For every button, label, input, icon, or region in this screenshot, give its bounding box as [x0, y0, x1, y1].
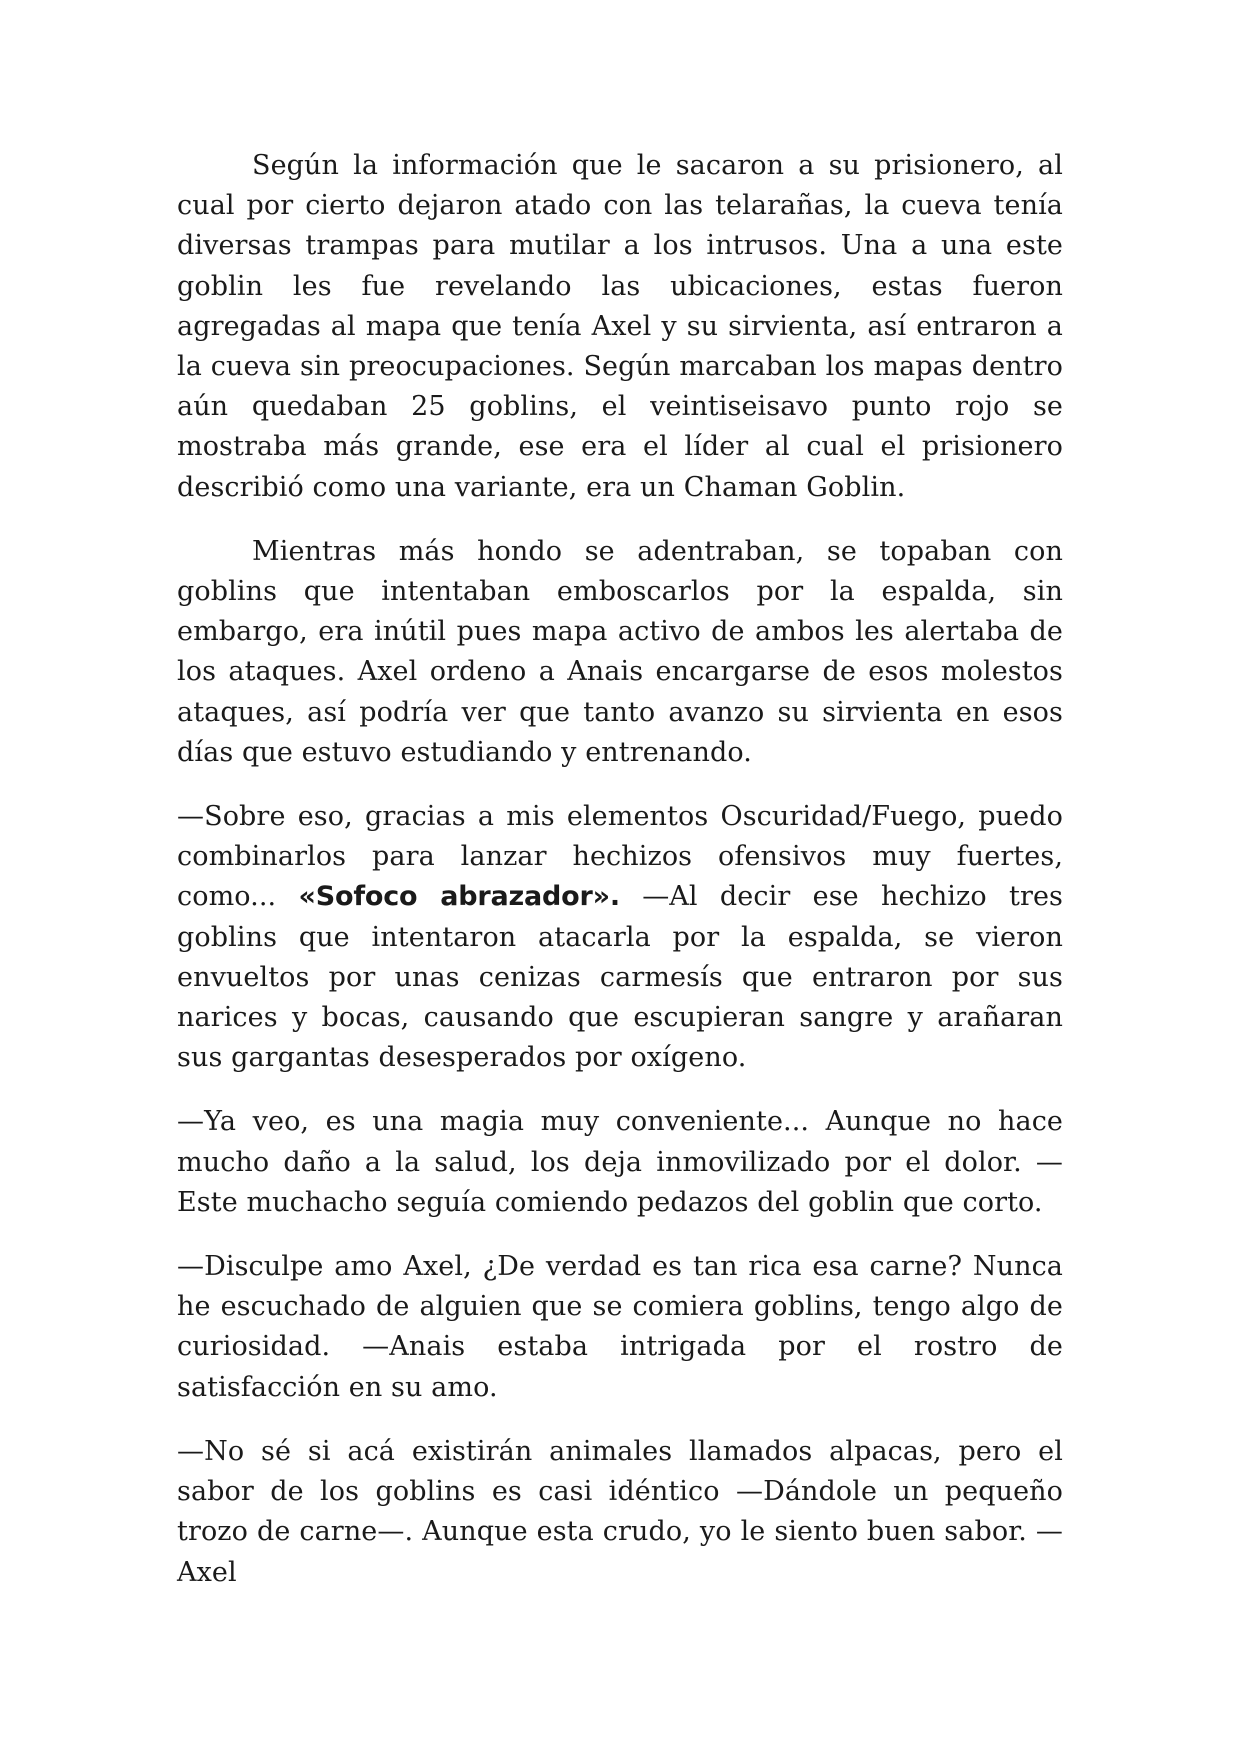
paragraph-3 — [177, 797, 1063, 1078]
paragraph-6: —No sé si acá existirán animales llamados alpacas, pero el sabor de los goblins es casi idéntico —Dándole un pequeño trozo de carne—. Aunque esta crudo, yo le siento buen sabor. —Axel — [177, 1435, 1063, 1588]
paragraph-3-before: —Sobre eso, gracias a mis elementos Oscuridad/Fuego, puedo combinarlos para lanzar hechizos ofensivos muy fuertes, como... — [177, 801, 1063, 913]
paragraph-5: —Disculpe amo Axel, ¿De verdad es tan rica esa carne? Nunca he escuchado de alguien que se comiera goblins, tengo algo de curiosidad. —Anais estaba intrigada por el rostro de satisfacción en su amo. — [177, 1251, 1063, 1403]
paragraph-3-after: —Al decir ese hechizo tres goblins que intentaron atacarla por la espalda, se vieron envueltos por unas cenizas carmesís que entraron por sus narices y bocas, causando que escupieran sangre y arañaran sus gargantas desesperados por oxígeno. — [177, 881, 1064, 1074]
paragraph-4: —Ya veo, es una magia muy conveniente... Aunque no hace mucho daño a la salud, los deja inmovilizado por el dolor. —Este muchacho seguía comiendo pedazos del goblin que corto. — [177, 1106, 1063, 1218]
spell-name: «Sofoco abrazador». — [298, 881, 620, 913]
paragraph-2: Mientras más hondo se adentraban, se topaban con goblins que intentaban emboscarlos por la espalda, sin embargo, era inútil pues mapa activo de ambos les alertaba de los ataques. Axel ordeno a Anais encargarse de esos molestos ataques, así podría ver que tanto avanzo su sirvienta en esos días que estuvo estudiando y entrenando. — [177, 535, 1063, 768]
paragraph-1: Según la información que le sacaron a su prisionero, al cual por cierto dejaron atado con las telarañas, la cueva tenía diversas trampas para mutilar a los intrusos. Una a una este goblin les fue revelando las ubicaciones, estas fueron agregadas al mapa que tenía Axel y su sirvienta, así entraron a la cueva sin preocupaciones. Según marcaban los mapas dentro aún quedaban 25 goblins, el veintiseisavo punto rojo se mostraba más grande, ese era el líder al cual el prisionero describió como una variante, era un Chaman Goblin. — [177, 150, 1063, 503]
page-body — [177, 146, 1063, 1617]
